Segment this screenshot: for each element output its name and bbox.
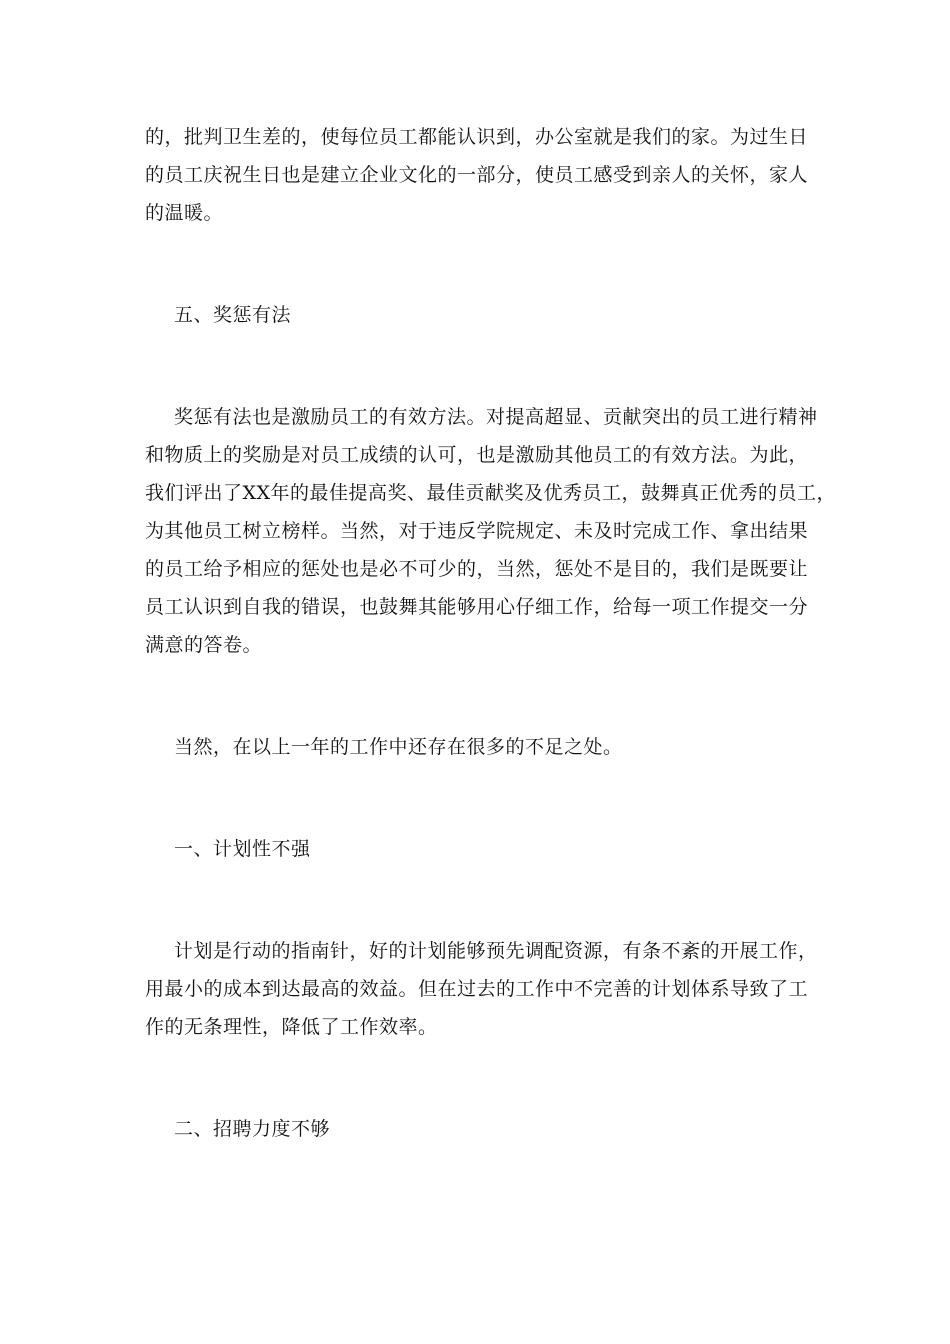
paragraph-line: 满意的答卷。 xyxy=(145,634,263,656)
paragraph-line: 用最小的成本到达最高的效益。但在过去的工作中不完善的计划体系导致了工 xyxy=(145,978,809,1000)
paragraph-line: 的，批判卫生差的，使每位员工都能认识到，办公室就是我们的家。为过生日 xyxy=(145,126,809,148)
paragraph-line: 当然，在以上一年的工作中还存在很多的不足之处。 xyxy=(174,736,623,758)
paragraph-line: 计划是行动的指南针，好的计划能够预先调配资源，有条不紊的开展工作， xyxy=(174,940,818,962)
paragraph-line: 我们评出了XX年的最佳提高奖、最佳贡献奖及优秀员工，鼓舞真正优秀的员工， xyxy=(145,482,837,504)
paragraph-line: 的温暖。 xyxy=(145,202,224,224)
paragraph-line: 和物质上的奖励是对员工成绩的认可，也是激励其他员工的有效方法。为此， xyxy=(145,444,809,466)
paragraph-line: 奖惩有法也是激励员工的有效方法。对提高超显、贡献突出的员工进行精神 xyxy=(174,406,818,428)
section-heading: 一、计划性不强 xyxy=(174,838,311,860)
paragraph-line: 的员工给予相应的惩处也是必不可少的，当然，惩处不是目的，我们是既要让 xyxy=(145,558,809,580)
paragraph-line: 的员工庆祝生日也是建立企业文化的一部分，使员工感受到亲人的关怀，家人 xyxy=(145,164,809,186)
section-heading: 五、奖惩有法 xyxy=(174,304,292,326)
paragraph-line: 员工认识到自我的错误，也鼓舞其能够用心仔细工作，给每一项工作提交一分 xyxy=(145,596,809,618)
paragraph-line: 作的无条理性，降低了工作效率。 xyxy=(145,1016,438,1038)
section-heading: 二、招聘力度不够 xyxy=(174,1118,331,1140)
paragraph-line: 为其他员工树立榜样。当然，对于违反学院规定、未及时完成工作、拿出结果 xyxy=(145,520,809,542)
